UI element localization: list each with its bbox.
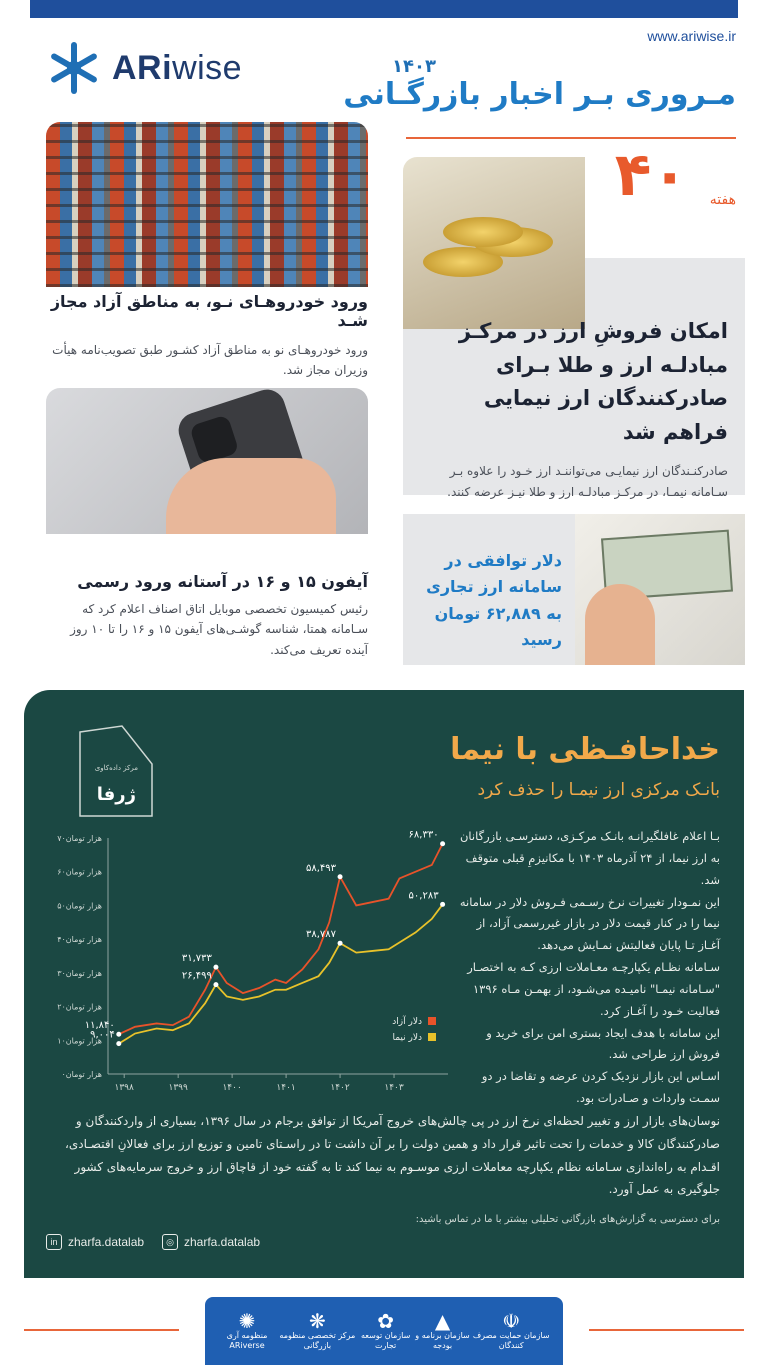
- page-header: [343, 56, 736, 112]
- y-tick-label: ۵۰هزار تومان: [57, 901, 102, 911]
- story-title: ورود خودروهـای نـو، به مناطق آزاد مجاز شـد: [50, 292, 368, 330]
- iphone-image: [46, 388, 368, 534]
- contact-text: برای دسترسی به گزارش‌های بازرگانی تحلیلی بیشتر با ما در تماس باشید:: [415, 1214, 720, 1225]
- svg-text:مرکز داده‌کاوی: مرکز داده‌کاوی: [94, 764, 138, 772]
- series-line-0: [119, 844, 443, 1034]
- week-label: هفته: [709, 192, 736, 208]
- dollar-bill-image: [575, 514, 745, 665]
- linkedin-link[interactable]: in zharfa.datalab: [46, 1234, 144, 1250]
- x-tick-label: ۱۴۰۱: [276, 1083, 296, 1093]
- y-tick-label: ۴۰هزار تومان: [57, 935, 102, 945]
- shipping-containers-image: [46, 122, 368, 287]
- story-title: امکان فروشِ ارز در مرکـز مبادلـه ارز و طلا بـرای صادرکنندگان ارز نیمایی فراهم شد: [458, 319, 728, 444]
- y-tick-label: ۶۰هزار تومان: [57, 867, 102, 877]
- linkedin-icon: in: [46, 1234, 62, 1250]
- instagram-link[interactable]: ◎ zharfa.datalab: [162, 1234, 260, 1250]
- panel-footer-text: نوسان‌های بازار ارز و تغییر لحظه‌ای نرخ ارز در پی چالش‌های خروج آمریکا از توافق برجام در سال ۱۳۹۶، بسیاری از واردکنندگان و صادرکنندگان کالا و خدمات را تحت تاثیر قرار داد و همین دولت را بر آن داشت تا در راسـتای تامین و توزیع ارز برای فعالانِ اقتصـادی، اقـدام به راه‌اندازی سـامانه نظام یکپارچه معاملات ارزی موسـوم به نیما کند تا به گفته خود از قاچاق ارز و خروج سرمایه‌های کشور جلوگیری به عمل آورد.: [65, 1114, 720, 1197]
- data-point: [338, 941, 343, 946]
- logo-text: ARiwise: [112, 48, 243, 87]
- data-label: ۲۶,۴۹۹: [181, 970, 212, 982]
- x-tick-label: ۱۴۰۳: [384, 1083, 404, 1093]
- story-body: صادرکنـندگان ارز نیمایـی می‌تواننـد ارز خـود را علاوه بـر سـامانه نیمـا، در مرکـز مبادلـه ارز و طلا نیـز عرضه کنند.: [447, 464, 728, 499]
- data-point: [116, 1032, 121, 1037]
- y-tick-label: ۲۰هزار تومان: [57, 1002, 102, 1012]
- panel-subtitle: بانـک مرکزی ارز نیمـا را حذف کرد: [477, 780, 720, 800]
- consumer-protection-logo: ☫ سازمان حمایت مصرف کنندگان: [472, 1308, 550, 1350]
- legend-label: دلار آزاد: [392, 1017, 422, 1027]
- story-body: ورود خودروهـای نو به مناطق آزاد کشـور طبق تصویب‌نامه هیأت وزیران مجاز شد.: [52, 343, 368, 378]
- y-tick-label: ۳۰هزار تومان: [57, 968, 102, 978]
- data-label: ۳۱,۷۳۳: [181, 953, 212, 965]
- budget-org-logo: ▲ سازمان برنامه و بودجه: [415, 1308, 470, 1350]
- legend-label: دلار نیما: [392, 1033, 422, 1043]
- instagram-icon: ◎: [162, 1234, 178, 1250]
- x-tick-label: ۱۳۹۹: [168, 1083, 188, 1093]
- header-divider: [406, 137, 736, 139]
- ariverse-logo: ✺ منظومه آری ARiverse: [226, 1308, 268, 1350]
- footer-line-left: [24, 1329, 179, 1331]
- panel-title: خداحافـظی با نیما: [450, 732, 720, 767]
- ariwise-logo: [46, 40, 242, 96]
- story-dollar: [412, 548, 562, 654]
- story-title: آیفون ۱۵ و ۱۶ در آستانه ورود رسمی: [77, 572, 368, 591]
- x-tick-label: ۱۴۰۰: [222, 1083, 242, 1093]
- data-point: [213, 982, 218, 987]
- y-tick-label: ۰هزار تومان: [61, 1070, 102, 1079]
- data-label: ۱۱,۸۴۰: [84, 1020, 115, 1032]
- data-label: ۶۸,۳۳۰: [408, 829, 439, 841]
- site-url[interactable]: www.ariwise.ir: [647, 28, 736, 44]
- y-tick-label: ۱۰هزار تومان: [57, 1036, 102, 1046]
- exchange-rate-chart: [46, 826, 456, 1096]
- data-label: ۵۸,۴۹۳: [306, 862, 337, 874]
- story-currency: [412, 315, 728, 502]
- story-title: دلار توافقی در سامانه ارز تجاری به ۶۲,۸۸۹ تومان رسید: [426, 551, 562, 650]
- story-iphone: [46, 572, 368, 660]
- data-point: [213, 965, 218, 970]
- snowflake-logo-icon: [46, 40, 102, 96]
- legend-swatch: [428, 1017, 436, 1025]
- data-label: ۵۰,۲۸۳: [408, 890, 439, 902]
- panel-body: بـا اعلام غافلگیرانـه بانـک مرکـزی، دسترسـی بازرگانان به ارز نیما، از ۲۴ آذرماه ۱۴۰۳ با مکانیزمِ قبلی متوقف شد. این نمـودار تغییرات نرخ رسـمی فـروش دلار در سامانه نیما را در کنار قیمت دلار در بازار غیررسمی آزاد، از آغـاز تـا پایان فعالیتش نمـایش می‌دهد. سـامانه نظـام یکپارچـه معـاملات ارزی کـه به اختصـار "سـامانه نیمـا" نامیـده می‌شـود، از بهمـن مـاه ۱۳۹۶ فعالیت خـود را آغـاز کرد. این سامانه با هدف ایجاد بستری امن برای خرید و فروش ارز طراحی شد. اسـاس این بازار نزدیک کردن عرضه و تقاضا در دو سمـت واردات و صـادرات بود.: [459, 829, 720, 1106]
- x-tick-label: ۱۳۹۸: [114, 1083, 134, 1093]
- page-title: مـروری بـر اخبار بازرگـانی: [343, 77, 736, 112]
- year-label: ۱۴۰۳: [392, 56, 436, 77]
- data-point: [338, 874, 343, 879]
- footer-logos: [205, 1297, 563, 1365]
- data-label: ۹,۰۰۴: [90, 1029, 115, 1041]
- zarfa-logo: [72, 724, 158, 820]
- x-tick-label: ۱۴۰۲: [330, 1083, 350, 1093]
- footer-line-right: [589, 1329, 744, 1331]
- story-body: رئیس کمیسیون تخصصی موبایل اتاق اصناف اعلام کرد که سـامانه همتا، شناسه گوشـی‌های آیفون ۱۵ و ۱۶ را تا ۱۰ روز آینده تعریف می‌کند.: [70, 602, 368, 657]
- top-bar: [30, 0, 738, 18]
- gold-coins-image: [403, 157, 585, 329]
- trade-center-logo: ❋ مرکز تخصصی منظومه بازرگانی: [279, 1308, 356, 1350]
- week-number: ۴۰: [614, 140, 688, 210]
- story-free-zones: [46, 292, 368, 381]
- data-point: [440, 841, 445, 846]
- svg-text:ژرفا: ژرفا: [96, 784, 136, 805]
- data-point: [116, 1041, 121, 1046]
- legend-swatch: [428, 1033, 436, 1041]
- y-tick-label: ۷۰هزار تومان: [57, 834, 102, 843]
- data-point: [440, 902, 445, 907]
- data-label: ۳۸,۷۸۷: [306, 929, 337, 941]
- trade-promotion-logo: ✿ سازمان توسعه تجارت: [360, 1308, 411, 1350]
